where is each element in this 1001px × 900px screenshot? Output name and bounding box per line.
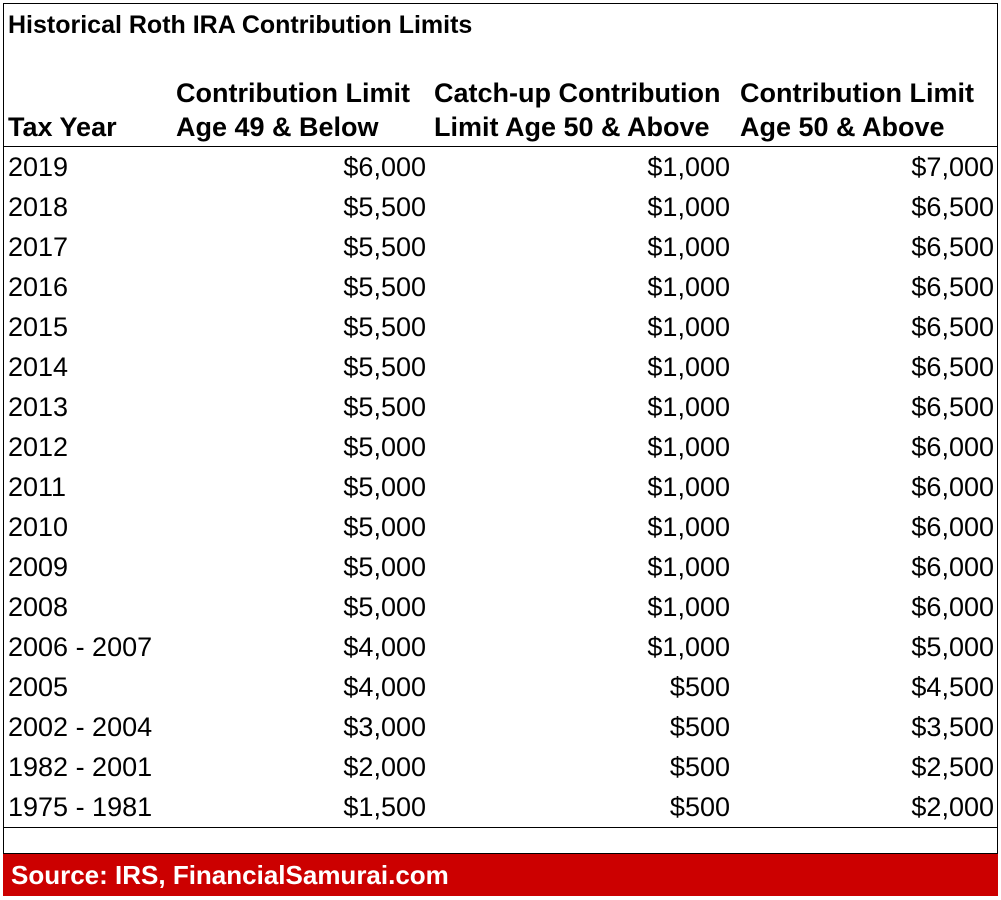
cell-limit-49: $3,000	[343, 712, 426, 742]
data-bottom-border	[3, 827, 998, 828]
cell-tax-year: 2006 - 2007	[8, 632, 153, 662]
cell-tax-year: 2008	[8, 592, 69, 622]
cell-limit-50: $6,000	[911, 472, 994, 502]
cell-tax-year: 2012	[8, 432, 69, 462]
cell-limit-49: $5,500	[343, 352, 426, 382]
cell-limit-50: $2,000	[911, 792, 994, 822]
cell-catchup: $1,000	[647, 152, 730, 182]
cell-limit-50: $7,000	[911, 152, 994, 182]
header-limit-49-line2: Age 49 & Below	[176, 112, 379, 142]
cell-limit-49: $4,000	[343, 672, 426, 702]
cell-catchup: $1,000	[647, 632, 730, 662]
header-tax-year: Tax Year	[8, 112, 117, 142]
cell-catchup: $500	[669, 672, 730, 702]
cell-tax-year: 2005	[8, 672, 69, 702]
cell-limit-49: $5,500	[343, 312, 426, 342]
header-limit-49-line1: Contribution Limit	[176, 78, 410, 108]
header-catchup-line2: Limit Age 50 & Above	[434, 112, 710, 142]
table-row	[0, 387, 1001, 427]
cell-tax-year: 2014	[8, 352, 69, 382]
cell-limit-50: $3,500	[911, 712, 994, 742]
cell-tax-year: 2009	[8, 552, 69, 582]
cell-limit-49: $1,500	[343, 792, 426, 822]
cell-limit-50: $6,000	[911, 512, 994, 542]
cell-tax-year: 2015	[8, 312, 69, 342]
cell-limit-49: $2,000	[343, 752, 426, 782]
cell-tax-year: 1975 - 1981	[8, 792, 153, 822]
cell-limit-50: $6,000	[911, 432, 994, 462]
table-row	[0, 507, 1001, 547]
cell-tax-year: 2017	[8, 232, 69, 262]
cell-catchup: $500	[669, 752, 730, 782]
cell-limit-50: $6,500	[911, 272, 994, 302]
table-row	[0, 307, 1001, 347]
table-row	[0, 747, 1001, 787]
cell-catchup: $1,000	[647, 232, 730, 262]
table-row	[0, 787, 1001, 827]
cell-catchup: $1,000	[647, 432, 730, 462]
header-limit-50-line2: Age 50 & Above	[740, 112, 945, 142]
table-row	[0, 347, 1001, 387]
source-bar	[3, 854, 998, 896]
cell-limit-50: $6,500	[911, 352, 994, 382]
cell-tax-year: 2011	[8, 472, 67, 502]
cell-limit-49: $4,000	[343, 632, 426, 662]
cell-tax-year: 2019	[8, 152, 69, 182]
cell-limit-49: $5,500	[343, 272, 426, 302]
table-row	[0, 227, 1001, 267]
cell-catchup: $1,000	[647, 552, 730, 582]
cell-tax-year: 2013	[8, 392, 69, 422]
cell-limit-50: $6,000	[911, 552, 994, 582]
cell-limit-50: $5,000	[911, 632, 994, 662]
table-row	[0, 427, 1001, 467]
cell-tax-year: 2002 - 2004	[8, 712, 153, 742]
cell-limit-50: $6,500	[911, 312, 994, 342]
cell-tax-year: 1982 - 2001	[8, 752, 153, 782]
cell-catchup: $1,000	[647, 472, 730, 502]
cell-limit-50: $4,500	[911, 672, 994, 702]
header-catchup-line1: Catch-up Contribution	[434, 78, 721, 108]
cell-catchup: $1,000	[647, 312, 730, 342]
table-row	[0, 187, 1001, 227]
cell-limit-50: $6,500	[911, 392, 994, 422]
table-row	[0, 267, 1001, 307]
cell-limit-50: $6,000	[911, 592, 994, 622]
cell-catchup: $1,000	[647, 192, 730, 222]
cell-catchup: $1,000	[647, 512, 730, 542]
cell-tax-year: 2018	[8, 192, 69, 222]
cell-limit-49: $5,000	[343, 432, 426, 462]
cell-catchup: $1,000	[647, 592, 730, 622]
cell-catchup: $1,000	[647, 352, 730, 382]
cell-limit-49: $5,000	[343, 512, 426, 542]
table-row	[0, 587, 1001, 627]
cell-catchup: $1,000	[647, 392, 730, 422]
header-limit-50-line1: Contribution Limit	[740, 78, 974, 108]
table-row	[0, 707, 1001, 747]
cell-catchup: $500	[669, 792, 730, 822]
cell-tax-year: 2016	[8, 272, 69, 302]
table-top-border	[3, 3, 998, 4]
table-row	[0, 627, 1001, 667]
cell-limit-49: $5,500	[343, 192, 426, 222]
cell-limit-49: $6,000	[343, 152, 426, 182]
cell-catchup: $1,000	[647, 272, 730, 302]
cell-tax-year: 2010	[8, 512, 69, 542]
cell-limit-50: $6,500	[911, 232, 994, 262]
table-row	[0, 467, 1001, 507]
cell-catchup: $500	[669, 712, 730, 742]
cell-limit-50: $2,500	[911, 752, 994, 782]
table-title: Historical Roth IRA Contribution Limits	[8, 11, 473, 39]
cell-limit-50: $6,500	[911, 192, 994, 222]
table-row	[0, 147, 1001, 187]
source-text: Source: IRS, FinancialSamurai.com	[11, 860, 449, 890]
cell-limit-49: $5,500	[343, 392, 426, 422]
cell-limit-49: $5,000	[343, 472, 426, 502]
table-row	[0, 667, 1001, 707]
table-row	[0, 547, 1001, 587]
cell-limit-49: $5,000	[343, 552, 426, 582]
cell-limit-49: $5,500	[343, 232, 426, 262]
cell-limit-49: $5,000	[343, 592, 426, 622]
